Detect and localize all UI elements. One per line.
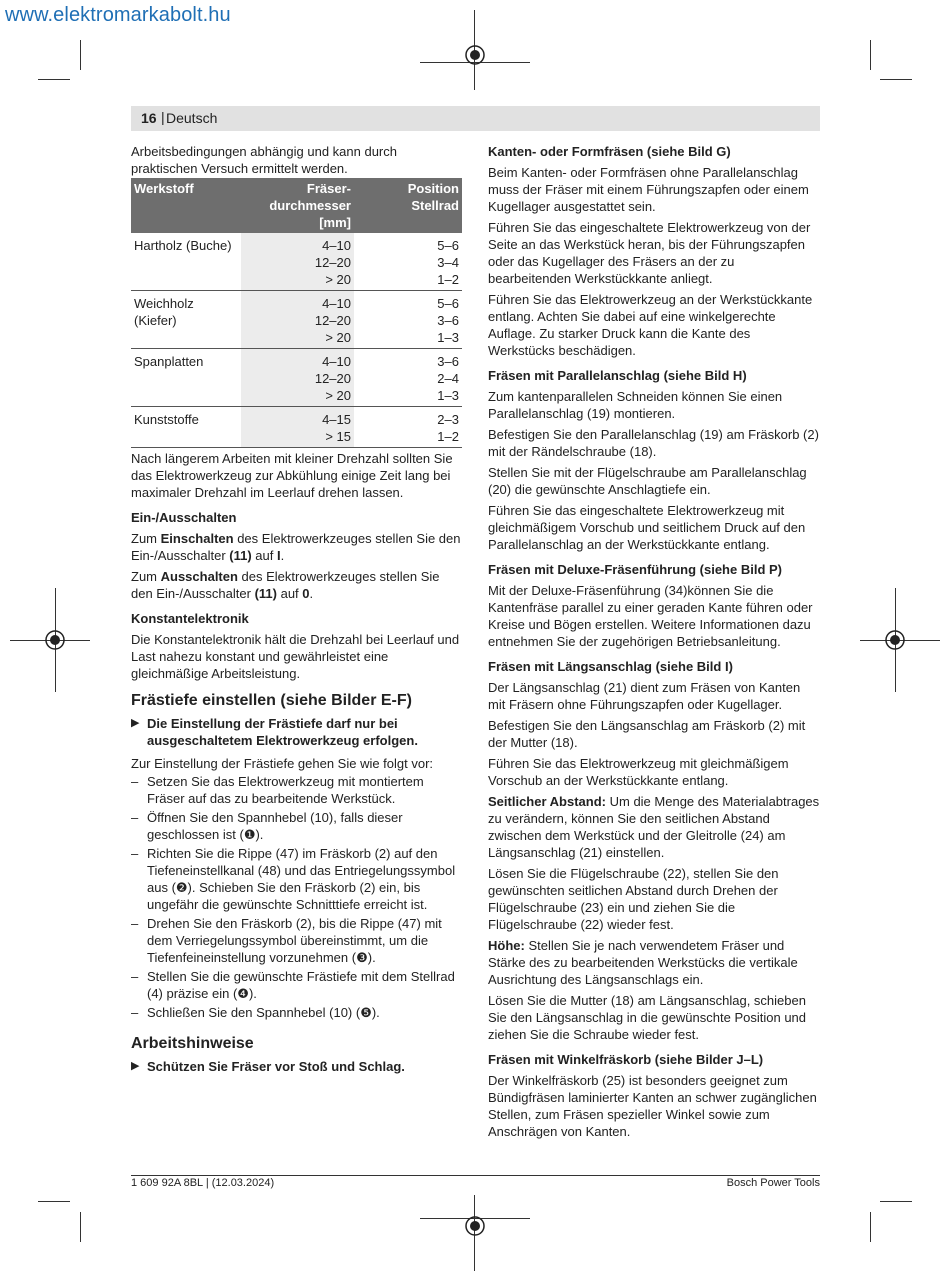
list-item: – Richten Sie die Rippe (47) im Fräskorb (2) auf den Tiefeneinstellkanal (48) und das Entriegelungssymbol aus (❷). Schieben Sie den Fräskorb (2) ein, bis ungefähr die gewünschte Schnitttiefe erreicht ist. [131,845,463,913]
header-language: Deutsch [166,110,218,126]
parallel-paragraph-1: Zum kantenparallelen Schneiden können Sie einen Parallelanschlag (19) montieren. [488,389,783,421]
left-column [131,143,463,1081]
table-row [131,407,462,448]
depth-steps-list [131,773,463,1021]
seitlich-paragraph-2: Lösen Sie die Flügelschraube (22), stellen Sie den gewünschten seitlichen Abstand durch Drehen der Flügelschraube (23) ein und ziehen Sie die Flügelschraube (22) wieder fest. [488,866,779,932]
parallel-paragraph-3: Stellen Sie mit der Flügelschraube am Parallelanschlag (20) die gewünschte Anschlagtiefe ein. [488,465,807,497]
position-cell [354,291,462,349]
position-value: 1–2 [437,429,459,444]
depth-warning: ▶ Die Einstellung der Frästiefe darf nur bei ausgeschaltetem Elektrowerkzeug erfolgen. [131,715,463,749]
footer-brand: Bosch Power Tools [726,1177,820,1189]
position-cell [354,349,462,407]
table-row [131,233,462,291]
crop-mark [38,1201,70,1202]
list-item: – Öffnen Sie den Spannhebel (10), falls dieser geschlossen ist (❶). [131,809,463,843]
after-table-paragraph: Nach längerem Arbeiten mit kleiner Drehzahl sollten Sie das Elektrowerkzeug zur Abkühlung einige Zeit lang bei maximaler Drehzahl im Leerlauf drehen lassen. [131,451,453,500]
list-item: – Stellen Sie die gewünschte Frästiefe mit dem Stellrad (4) präzise ein (❹). [131,968,463,1002]
deluxe-title: Fräsen mit Deluxe-Fräsenführung (siehe Bild P) [488,562,782,577]
diameter-value: > 15 [325,429,351,444]
table-header-position: Position Stellrad [354,178,462,233]
list-item: – Schließen Sie den Spannhebel (10) (❺). [131,1004,463,1021]
material-cell: Kunststoffe [131,407,241,448]
crop-mark [870,1212,871,1242]
laengs-paragraph-3: Führen Sie das Elektrowerkzeug mit gleichmäßigem Vorschub an der Werkstückkante entlang. [488,756,789,788]
hints-warning: ▶ Schützen Sie Fräser vor Stoß und Schlag. [131,1058,463,1075]
kanten-title: Kanten- oder Formfräsen (siehe Bild G) [488,144,731,159]
diameter-value: 4–10 [322,354,351,369]
material-cell: Hartholz (Buche) [131,233,241,291]
registration-mark-icon [880,625,910,655]
deluxe-paragraph: Mit der Deluxe-Fräsenführung (34)können Sie die Kantenfräse parallel zu einer geraden Kante führen oder Kreise und Bögen erstellen. Weitere Informationen dazu entnehmen Sie der zugehörigen Betriebsanleitung. [488,583,813,649]
diameter-value: > 20 [325,272,351,287]
position-value: 2–4 [437,371,459,386]
registration-mark-icon [460,40,490,70]
diameter-cell [241,233,354,291]
crop-mark [880,79,912,80]
depth-intro: Zur Einstellung der Frästiefe gehen Sie wie folgt vor: [131,756,434,771]
position-cell [354,407,462,448]
material-cell: Weichholz (Kiefer) [131,291,241,349]
diameter-value: 4–15 [322,412,351,427]
table-row [131,291,462,349]
list-item: – Drehen Sie den Fräskorb (2), bis die Rippe (47) mit dem Verriegelungssymbol übereinstimmt, um die Tiefenfeineinstellung vorzunehmen (❸). [131,915,463,966]
hoehe-paragraph-2: Lösen Sie die Mutter (18) am Längsanschlag, schieben Sie den Längsanschlag in die gewünschte Position und ziehen Sie die Schraube wieder fest. [488,993,807,1042]
parallel-paragraph-4: Führen Sie das eingeschaltete Elektrowerkzeug mit gleichmäßigem Vorschub und seitlichem Druck auf den Parallelanschlag an der Werkstückkante entlang. [488,503,806,552]
diameter-value: 12–20 [314,371,351,386]
registration-mark-icon [40,625,70,655]
kanten-paragraph-2: Führen Sie das eingeschaltete Elektrowerkzeug von der Seite an das Werkstück heran, bis der Führungszapfen oder das Kugellager des Fräsers an der zu bearbeitenden Werkstückkante anliegt. [488,220,811,286]
crop-mark [880,1201,912,1202]
page-number: 16 [141,110,157,126]
position-value: 3–6 [437,354,459,369]
diameter-cell [241,407,354,448]
position-value: 1–3 [437,388,459,403]
diameter-value: 12–20 [314,255,351,270]
position-value: 3–6 [437,313,459,328]
kanten-paragraph-1: Beim Kanten- oder Formfräsen ohne Parallelanschlag muss der Fräser mit einem Führungszapfen oder einem Kugellager ausgestattet sein. [488,165,809,214]
crop-mark [80,1212,81,1242]
diameter-value: > 20 [325,388,351,403]
crop-mark [80,40,81,70]
position-value: 1–3 [437,330,459,345]
material-table-body [131,233,462,448]
winkel-title: Fräsen mit Winkelfräskorb (siehe Bilder J–L) [488,1052,764,1067]
table-row [131,349,462,407]
diameter-value: 4–10 [322,296,351,311]
laengs-paragraph-1: Der Längsanschlag (21) dient zum Fräsen von Kanten mit Fräsern ohne Führungszapfen oder Kugellager. [488,680,801,712]
footer-rule [131,1175,820,1176]
position-value: 5–6 [437,238,459,253]
hoehe-paragraph: Höhe: Stellen Sie je nach verwendetem Fräser und Stärke des zu bearbeitenden Werkstücks die vertikale Ausrichtung des Längsanschlags ein. [488,938,798,987]
diameter-value: > 20 [325,330,351,345]
material-table [131,178,462,448]
parallel-title: Fräsen mit Parallelanschlag (siehe Bild H) [488,368,747,383]
watermark-url[interactable]: www.elektromarkabolt.hu [5,4,231,26]
hints-section-title: Arbeitshinweise [131,1035,254,1052]
laengs-title: Fräsen mit Längsanschlag (siehe Bild I) [488,659,733,674]
crop-mark [38,79,70,80]
laengs-paragraph-2: Befestigen Sie den Längsanschlag am Fräskorb (2) mit der Mutter (18). [488,718,806,750]
switch-off-paragraph: Zum Ausschalten des Elektrowerkzeuges stellen Sie den Ein-/Ausschalter (11) auf 0. [131,569,440,601]
onoff-title: Ein-/Ausschalten [131,510,237,525]
winkel-paragraph: Der Winkelfräskorb (25) ist besonders geeignet zum Bündigfräsen laminierter Kanten an schwer zugänglichen Stellen, zum Fräsen spezieller Winkel sowie zum Anschrägen von Kanten. [488,1073,817,1139]
position-value: 3–4 [437,255,459,270]
right-column [488,143,820,1144]
parallel-paragraph-2: Befestigen Sie den Parallelanschlag (19) am Fräskorb (2) mit der Rändelschraube (18). [488,427,819,459]
diameter-value: 12–20 [314,313,351,328]
konstant-paragraph: Die Konstantelektronik hält die Drehzahl bei Leerlauf und Last nahezu konstant und gewährleistet eine gleichmäßige Arbeitsleistung. [131,632,460,681]
table-header-material: Werkstoff [131,178,241,233]
header-separator: | [161,109,165,125]
diameter-value: 4–10 [322,238,351,253]
material-cell: Spanplatten [131,349,241,407]
kanten-paragraph-3: Führen Sie das Elektrowerkzeug an der Werkstückkante entlang. Achten Sie dabei auf eine winkelgerechte Auflage. Zu starker Druck kann die Kante des Werkstücks beschädigen. [488,292,813,358]
position-value: 1–2 [437,272,459,287]
diameter-cell [241,291,354,349]
konstant-title: Konstantelektronik [131,611,249,626]
switch-on-paragraph: Zum Einschalten des Elektrowerkzeuges stellen Sie den Ein-/Ausschalter (11) auf I. [131,531,461,563]
depth-section-title: Frästiefe einstellen (siehe Bilder E-F) [131,692,412,709]
footer-doc-id: 1 609 92A 8BL | (12.03.2024) [131,1177,275,1189]
crop-mark [870,40,871,70]
position-value: 2–3 [437,412,459,427]
position-cell [354,233,462,291]
position-value: 5–6 [437,296,459,311]
list-item: – Setzen Sie das Elektrowerkzeug mit montiertem Fräser auf das zu bearbeitende Werkstück. [131,773,463,807]
intro-paragraph: Arbeitsbedingungen abhängig und kann durch praktischen Versuch ermittelt werden. [131,144,397,176]
page-header [131,106,820,131]
diameter-cell [241,349,354,407]
table-header-diameter: Fräser-durchmesser [mm] [241,178,354,233]
registration-mark-icon [460,1211,490,1241]
seitlich-paragraph: Seitlicher Abstand: Um die Menge des Materialabtrages zu verändern, können Sie den seitlichen Abstand zwischen dem Werkstück und der Gleitrolle (24) am Längsanschlag (21) einstellen. [488,794,820,860]
